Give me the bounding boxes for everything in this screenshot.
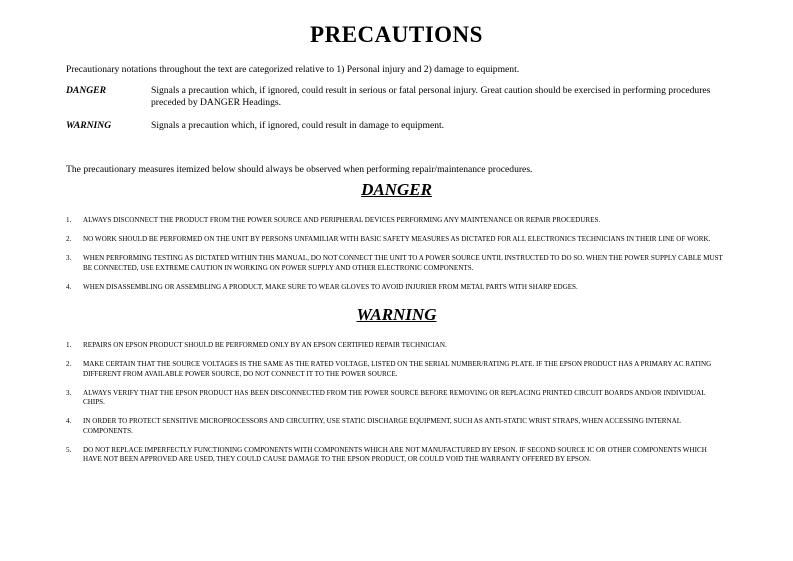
item-number: 5. xyxy=(66,445,72,454)
danger-heading: DANGER xyxy=(361,180,432,199)
list-item xyxy=(66,283,726,293)
item-number: 1. xyxy=(66,216,72,224)
list-item xyxy=(66,216,726,226)
intro-text: Precautionary notations throughout the text are categorized relative to 1) Personal injury and 2) damage to equipment. xyxy=(66,64,520,75)
item-text: ALWAYS VERIFY THAT THE EPSON PRODUCT HAS BEEN DISCONNECTED FROM THE POWER SOURCE BEFORE REMOVING OR REPLACING PRINTED CIRCUIT BOARDS AND/OR INDIVIDUAL CHIPS. xyxy=(83,388,706,406)
warning-heading: WARNING xyxy=(356,305,437,324)
item-number: 2. xyxy=(66,360,72,368)
list-item xyxy=(66,235,726,245)
definition-term: DANGER xyxy=(66,85,106,96)
list-item xyxy=(66,360,726,379)
list-item xyxy=(66,254,726,273)
definition-term: WARNING xyxy=(66,120,112,131)
item-number: 3. xyxy=(66,388,72,397)
list-item xyxy=(66,417,726,436)
observe-note: The precautionary measures itemized below should always be observed when performing repair/maintenance procedures. xyxy=(66,164,533,175)
list-item xyxy=(66,389,726,408)
definition-description: Signals a precaution which, if ignored, could result in serious or fatal personal injury. Great caution should be exercised in performing procedures preceded by DANGER Headings. xyxy=(151,85,711,108)
item-text: WHEN PERFORMING TESTING AS DICTATED WITHIN THIS MANUAL, DO NOT CONNECT THE UNIT TO A POWER SOURCE UNTIL INSTRUCTED TO DO SO. WHEN THE POWER SUPPLY CABLE MUST BE CONNECTED, USE EXTREME CAUTION IN WORKING ON POWER SUPPLY AND OTHER ELECTRONIC COMPONENTS. xyxy=(83,254,723,272)
item-text: NO WORK SHOULD BE PERFORMED ON THE UNIT BY PERSONS UNFAMILIAR WITH BASIC SAFETY MEASURES AS DICTATED FOR ALL ELECTRONICS TECHNICIANS IN THEIR LINE OF WORK. xyxy=(83,235,711,243)
item-text: WHEN DISASSEMBLING OR ASSEMBLING A PRODUCT, MAKE SURE TO WEAR GLOVES TO AVOID INJURIER FROM METAL PARTS WITH SHARP EDGES. xyxy=(83,282,578,291)
definition-danger xyxy=(66,85,736,109)
item-text: IN ORDER TO PROTECT SENSITIVE MICROPROCESSORS AND CIRCUITRY, USE STATIC DISCHARGE EQUIPMENT, SUCH AS ANTI-STATIC WRIST STRAPS, WHEN ACCESSING INTERNAL COMPONENTS. xyxy=(83,417,681,435)
item-text: REPAIRS ON EPSON PRODUCT SHOULD BE PERFORMED ONLY BY AN EPSON CERTIFIED REPAIR TECHNICIAN. xyxy=(83,341,447,349)
danger-list xyxy=(66,216,726,302)
item-number: 1. xyxy=(66,341,72,349)
warning-list xyxy=(66,341,726,474)
item-number: 4. xyxy=(66,417,72,425)
item-text: DO NOT REPLACE IMPERFECTLY FUNCTIONING COMPONENTS WITH COMPONENTS WHICH ARE NOT MANUFACTURED BY EPSON. IF SECOND SOURCE IC OR OTHER COMPONENTS WHICH HAVE NOT BEEN APPROVED ARE USED, THEY COULD CAUSE DAMAGE TO THE EPSON PRODUCT, OR COULD VOID THE WARRANTY OFFERED BY EPSON. xyxy=(83,445,707,463)
item-text: MAKE CERTAIN THAT THE SOURCE VOLTAGES IS THE SAME AS THE RATED VOLTAGE, LISTED ON THE SERIAL NUMBER/RATING PLATE. IF THE EPSON PRODUCT HAS A PRIMARY AC RATING DIFFERENT FROM AVAILABLE POWER SOURCE, DO NOT CONNECT IT TO THE POWER SOURCE. xyxy=(83,360,712,378)
item-number: 2. xyxy=(66,235,72,243)
list-item xyxy=(66,446,726,465)
definition-warning xyxy=(66,120,736,132)
page-title: PRECAUTIONS xyxy=(310,22,483,47)
item-text: ALWAYS DISCONNECT THE PRODUCT FROM THE POWER SOURCE AND PERIPHERAL DEVICES PERFORMING ANY MAINTENANCE OR REPAIR PROCEDURES. xyxy=(83,216,601,224)
item-number: 3. xyxy=(66,254,72,262)
definition-description: Signals a precaution which, if ignored, could result in damage to equipment. xyxy=(151,120,445,131)
list-item xyxy=(66,341,726,351)
item-number: 4. xyxy=(66,282,72,291)
definitions xyxy=(66,85,736,143)
